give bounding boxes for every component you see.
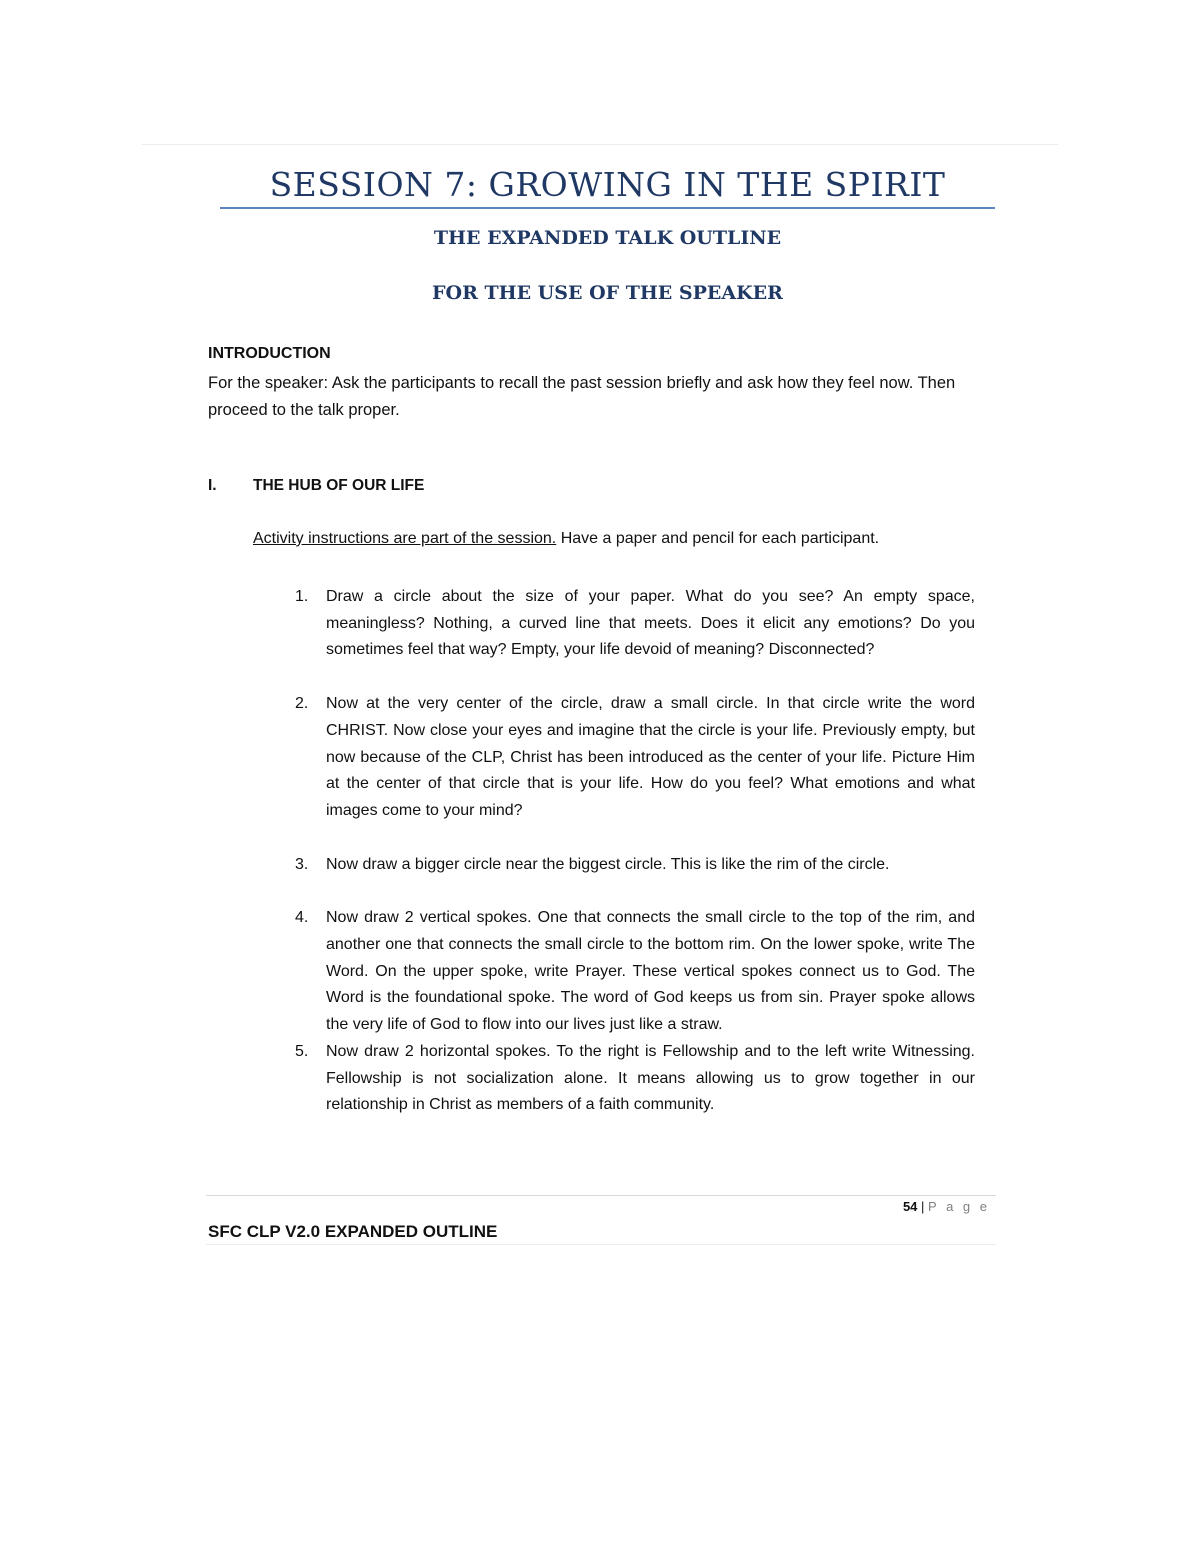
step-number: 5.: [295, 1042, 309, 1060]
list-item: [295, 691, 975, 825]
list-item: [295, 1039, 975, 1119]
activity-steps-list: [295, 584, 975, 1119]
introduction-heading: INTRODUCTION: [208, 345, 331, 362]
step-text: Now draw 2 horizontal spokes. To the right is Fellowship and to the left write Witnessing. Fellowship is not socialization alone. It means allowing us to grow together in our relationship in Christ as members of a faith community.: [326, 1042, 975, 1114]
step-text: Now at the very center of the circle, draw a small circle. In that circle write the word CHRIST. Now close your eyes and imagine that the circle is your life. Previously empty, but now because of the CLP, Christ has been introduced as the center of your life. Picture Him at the center of that circle that is your life. How do you feel? What emotions and what images come to your mind?: [326, 695, 975, 819]
section-number: I.: [208, 477, 217, 494]
page-number-separator: |: [917, 1199, 929, 1214]
list-item: [295, 905, 975, 1039]
footer-bottom-border: [206, 1244, 996, 1245]
page-number: [903, 1199, 990, 1214]
list-item: [295, 584, 975, 664]
step-text: Now draw 2 vertical spokes. One that connects the small circle to the top of the rim, and another one that connects the small circle to the bottom rim. On the lower spoke, write The Word. On the upper spoke, write Prayer. These vertical spokes connect us to God. The Word is the foundational spoke. The word of God keeps us from sin. Prayer spoke allows the very life of God to flow into our lives just like a straw.: [326, 909, 975, 1034]
subtitle-for-speaker: FOR THE USE OF THE SPEAKER: [432, 282, 783, 304]
step-text: Now draw a bigger circle near the biggest circle. This is like the rim of the circle.: [326, 855, 890, 873]
activity-underlined-text: Activity instructions are part of the session.: [253, 530, 557, 547]
activity-instructions: [253, 530, 993, 548]
title-underline: [220, 207, 995, 209]
footer-divider: [206, 1195, 996, 1196]
step-number: 4.: [295, 909, 309, 927]
section-heading: [208, 477, 424, 495]
subtitle-expanded-talk: THE EXPANDED TALK OUTLINE: [433, 227, 782, 249]
footer-title: SFC CLP V2.0 EXPANDED OUTLINE: [208, 1222, 498, 1241]
introduction-text: For the speaker: Ask the participants to recall the past session briefly and ask how they feel now. Then proceed to the talk proper.: [208, 374, 956, 419]
page-top-border: [142, 144, 1058, 145]
step-text: Draw a circle about the size of your paper. What do you see? An empty space, meaningless? Nothing, a curved line that meets. Does it elicit any emotions? Do you sometimes feel that way? Empty, your life devoid of meaning? Disconnected?: [326, 588, 975, 659]
activity-rest-text: Have a paper and pencil for each participant.: [556, 530, 880, 547]
step-number: 3.: [295, 855, 309, 873]
step-number: 1.: [295, 588, 309, 605]
page-number-value: 54: [902, 1199, 918, 1214]
page-label: P a g e: [928, 1199, 990, 1214]
list-item: [295, 852, 975, 879]
step-number: 2.: [295, 695, 309, 713]
section-title: THE HUB OF OUR LIFE: [253, 477, 425, 494]
page-title: SESSION 7: GROWING IN THE SPIRIT: [269, 165, 946, 204]
